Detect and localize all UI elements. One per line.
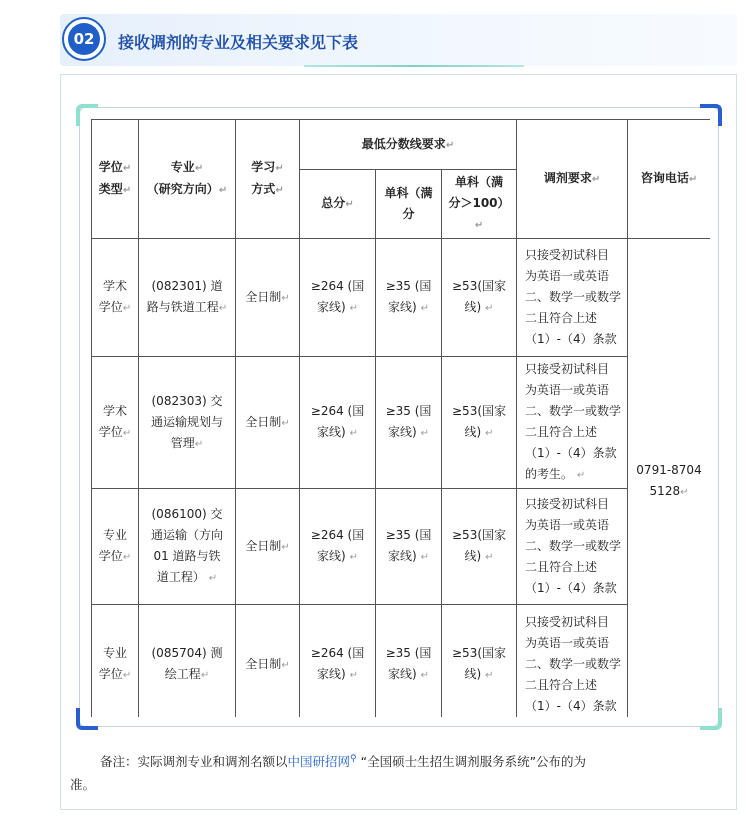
section-number: 02 [68, 23, 100, 55]
table-row: 学术 学位↵ (082303) 交 通运输规划与 管理↵ 全日制↵ ≥264 (国 家线) ↵ ≥35 (国 家线) ↵ ≥53(国家 线) ↵ 只接受初试科目 为英语一或英语 二、数学一或数学 二且符合上述 （1）-（4）条款 的考生。 ↵ [92, 357, 711, 489]
phone-cell: 0791-8704 5128↵ [628, 239, 710, 718]
header-total: 总分↵ [300, 170, 376, 239]
table-row: 专业 学位↵ (086100) 交 通运输（方向 01 道路与铁 道工程） ↵ 全日制↵ ≥264 (国 家线) ↵ ≥35 (国 家线) ↵ ≥53(国家 线) ↵ 只接受初试科目 为英语一或英语 二、数学一或数学 二且符合上述 （1）-（4）条款 [92, 489, 711, 605]
header-single-over100: 单科（满 分＞100）↵ [442, 170, 517, 239]
header-study-mode: 学习↵ 方式↵ [236, 120, 300, 239]
header-major: 专业↵ （研究方向）↵ [139, 120, 236, 239]
section-title: 接收调剂的专业及相关要求见下表 [118, 33, 359, 52]
table-row: 专业 学位↵ (085704) 测 绘工程↵ 全日制↵ ≥264 (国 家线) ↵ ≥35 (国 家线) ↵ ≥53(国家 线) ↵ 只接受初试科目 为英语一或英语 二、数学一或数学 二且符合上述 （1）-（4）条款 [92, 605, 711, 718]
table-frame [76, 104, 722, 730]
footnote-tail: 准。 [70, 777, 96, 793]
adjustment-table [91, 119, 710, 717]
header-single-full: 单科（满 分 [376, 170, 442, 239]
requirement-cell: 只接受初试科目 为英语一或英语 二、数学一或数学 二且符合上述 （1）-（4）条款 [517, 489, 628, 605]
header-phone: 咨询电话↵ [628, 120, 710, 239]
requirement-cell: 只接受初试科目 为英语一或英语 二、数学一或数学 二且符合上述 （1）-（4）条款 [517, 605, 628, 718]
footnote [70, 748, 730, 796]
footnote-prefix: 备注：实际调剂专业和调剂名额以 [100, 754, 288, 770]
requirement-cell: 只接受初试科目 为英语一或英语 二、数学一或数学 二且符合上述 （1）-（4）条款 [517, 239, 628, 357]
yz-chsi-link[interactable]: 中国研招网 [287, 754, 351, 770]
header-degree-type: 学位↵ 类型↵ [92, 120, 139, 239]
requirement-cell: 只接受初试科目 为英语一或英语 二、数学一或数学 二且符合上述 （1）-（4）条款 的考生。 ↵ [517, 357, 628, 489]
header-min-score: 最低分数线要求↵ [300, 120, 517, 170]
title-underline [304, 65, 524, 67]
section-number-badge [62, 17, 106, 61]
table-row: 学术 学位↵ (082301) 道 路与铁道工程↵ 全日制↵ ≥264 (国 家线) ↵ ≥35 (国 家线) ↵ ≥53(国家 线) ↵ 只接受初试科目 为英语一或英语 二、数学一或数学 二且符合上述 （1）-（4）条款 0791-8704 5128↵ [92, 239, 711, 357]
header-requirement: 调剂要求↵ [517, 120, 628, 239]
footnote-suffix: “全国硕士生招生调剂服务系统”公布的为 [360, 754, 587, 770]
search-icon: ⚲ [350, 754, 357, 764]
